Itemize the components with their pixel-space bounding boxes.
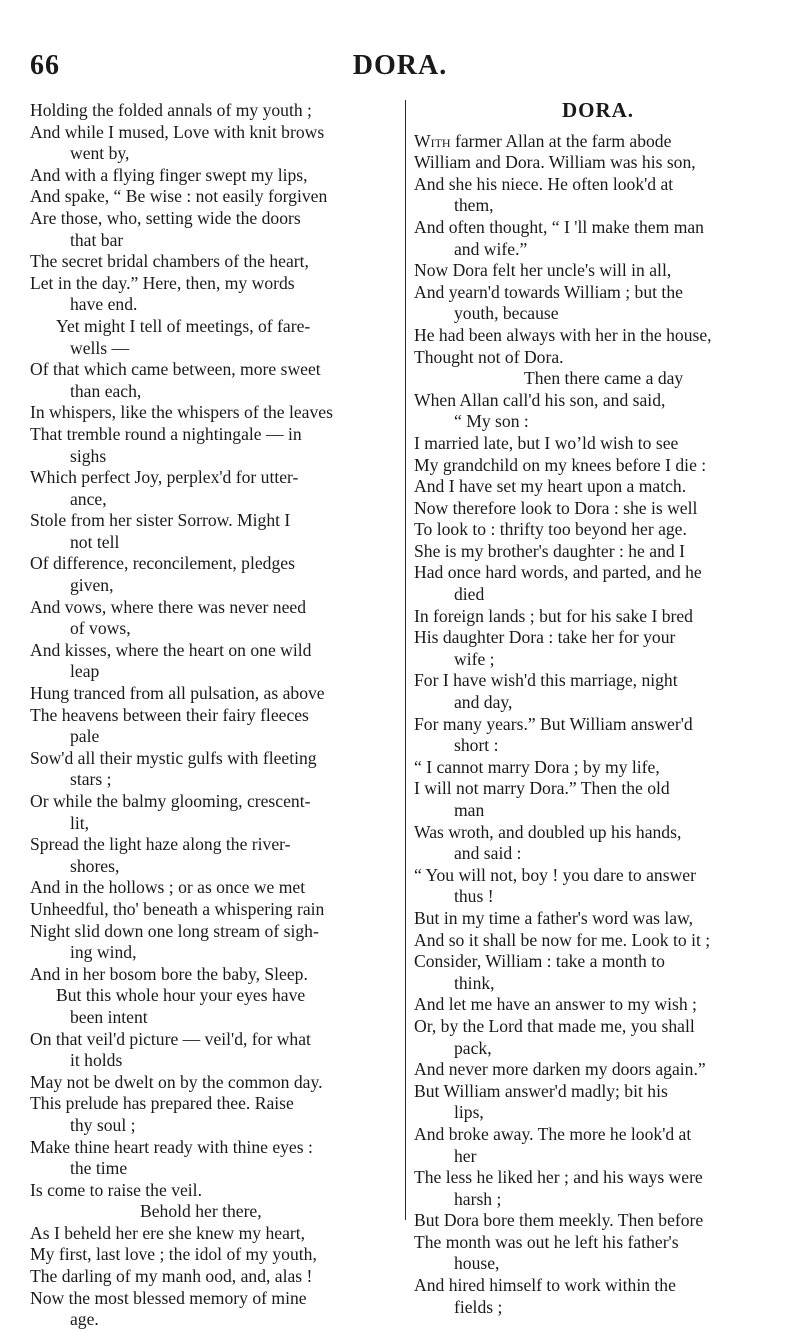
verse-line: And hired himself to work within the (414, 1275, 676, 1296)
verse-line: And vows, where there was never need (30, 596, 307, 617)
verse-line: The month was out he left his father's (414, 1231, 679, 1252)
verse-line: ance, (70, 488, 107, 509)
verse-line: fields ; (454, 1296, 503, 1317)
verse-line: pack, (454, 1037, 492, 1058)
verse-line: Then there came a day (524, 368, 684, 389)
verse-line: wife ; (454, 648, 495, 669)
verse-line: sighs (70, 445, 107, 466)
verse-line: Night slid down one long stream of sigh- (30, 920, 319, 941)
column-divider (405, 100, 406, 1220)
verse-line: given, (70, 575, 114, 596)
verse-line: But in my time a father's word was law, (414, 907, 694, 928)
verse-line: stars ; (70, 769, 112, 790)
running-head: DORA. (352, 50, 448, 81)
verse-line: shores, (70, 855, 120, 876)
verse-line: the time (70, 1158, 128, 1179)
verse-line: Hung tranced from all pulsation, as above (30, 683, 325, 704)
verse-line: That tremble round a nightingale — in (30, 423, 302, 444)
verse-line: “ I cannot marry Dora ; by my life, (414, 756, 660, 777)
verse-line: I married late, but I wo’ld wish to see (414, 432, 679, 453)
verse-line: Behold her there, (140, 1201, 262, 1222)
verse-line: age. (70, 1309, 99, 1330)
verse-line: Unheedful, tho' beneath a whispering rain (30, 898, 325, 919)
verse-line: went by, (70, 143, 130, 164)
verse-line: The darling of my manh ood, and, alas ! (30, 1266, 313, 1287)
verse-line: Spread the light haze along the river- (30, 834, 291, 855)
verse-line: thus ! (454, 886, 494, 907)
verse-line: Now Dora felt her uncle's will in all, (414, 260, 672, 281)
verse-line: harsh ; (454, 1188, 502, 1209)
verse-line: have end. (70, 294, 138, 315)
page-number: 66 (30, 50, 60, 81)
verse-line: The less he liked her ; and his ways were (414, 1167, 703, 1188)
verse-line: And with a flying finger swept my lips, (30, 164, 308, 185)
page-header (30, 50, 770, 86)
verse-line: “ You will not, boy ! you dare to answer (414, 864, 696, 885)
verse-line: Of that which came between, more sweet (30, 359, 321, 380)
verse-line: her (454, 1145, 477, 1166)
verse-line: And I have set my heart upon a match. (414, 476, 687, 497)
verse-line: In whispers, like the whispers of the leaves (30, 402, 333, 423)
verse-line: Or, by the Lord that made me, you shall (414, 1015, 695, 1036)
verse-line: Is come to raise the veil. (30, 1179, 202, 1200)
verse-line: Thought not of Dora. (414, 346, 564, 367)
verse-line: Which perfect Joy, perplex'd for utter- (30, 467, 299, 488)
verse-line: “ My son : (454, 411, 529, 432)
verse-line: He had been always with her in the house, (414, 324, 712, 345)
verse-line: wells — (70, 337, 130, 358)
verse-line: short : (454, 735, 499, 756)
verse-line: With farmer Allan at the farm abode (414, 130, 672, 151)
verse-line: Sow'd all their mystic gulfs with fleeting (30, 747, 317, 768)
opening-word: With (414, 130, 451, 151)
verse-line: it holds (70, 1050, 123, 1071)
verse-line: Now therefore look to Dora : she is well (414, 497, 698, 518)
verse-line: Make thine heart ready with thine eyes : (30, 1136, 313, 1157)
poem-title: DORA. (561, 98, 635, 122)
verse-line: been intent (70, 1006, 148, 1027)
left-column (30, 100, 398, 1331)
verse-line: And kisses, where the heart on one wild (30, 639, 312, 660)
verse-line: His daughter Dora : take her for your (414, 627, 676, 648)
verse-line: But this whole hour your eyes have (56, 985, 306, 1006)
verse-line: house, (454, 1253, 500, 1274)
verse-line: Stole from her sister Sorrow. Might I (30, 510, 291, 531)
verse-line: And so it shall be now for me. Look to it ; (414, 929, 711, 950)
verse-line: When Allan call'd his son, and said, (414, 389, 666, 410)
verse-line: pale (70, 726, 100, 747)
verse-line: On that veil'd picture — veil'd, for what (30, 1028, 311, 1049)
verse-line: My grandchild on my knees before I die : (414, 454, 707, 475)
verse-line: of vows, (70, 618, 131, 639)
verse-line: And while I mused, Love with knit brows (30, 121, 325, 142)
verse-line: Or while the balmy glooming, crescent- (30, 791, 311, 811)
verse-line: think, (454, 972, 495, 993)
verse-line: She is my brother's daughter : he and I (414, 540, 685, 561)
verse-line: Of difference, reconcilement, pledges (30, 553, 295, 574)
verse-line: And yearn'd towards William ; but the (414, 281, 683, 302)
verse-line: not tell (70, 531, 120, 552)
verse-line: Holding the folded annals of my youth ; (30, 100, 312, 120)
verse-line: William and Dora. William was his son, (414, 152, 696, 173)
verse-line: that bar (70, 229, 124, 250)
verse-line: And broke away. The more he look'd at (414, 1123, 692, 1144)
verse-line: May not be dwelt on by the common day. (30, 1071, 323, 1092)
right-column (414, 100, 782, 1318)
verse-line: To look to : thrifty too beyond her age. (414, 519, 687, 540)
verse-line: This prelude has prepared thee. Raise (30, 1093, 294, 1114)
verse-line: Was wroth, and doubled up his hands, (414, 821, 682, 842)
verse-line: them, (454, 195, 494, 216)
verse-line: and wife.” (454, 238, 528, 259)
verse-line: And let me have an answer to my wish ; (414, 994, 697, 1015)
verse-line: And in the hollows ; or as once we met (30, 877, 306, 898)
verse-line: Yet might I tell of meetings, of fare- (56, 315, 311, 336)
verse-line: leap (70, 661, 100, 682)
verse-line: lips, (454, 1102, 484, 1123)
verse-line: And in her bosom bore the baby, Sleep. (30, 963, 308, 984)
verse-line: youth, because (454, 303, 559, 324)
verse-line: My first, last love ; the idol of my youth, (30, 1244, 317, 1265)
verse-line: man (454, 800, 485, 820)
verse-line: and said : (454, 843, 522, 864)
verse-line: Are those, who, setting wide the doors (30, 207, 301, 228)
verse-line: In foreign lands ; but for his sake I bred (414, 605, 693, 626)
verse-line: Let in the day.” Here, then, my words (30, 272, 295, 293)
verse-line: Had once hard words, and parted, and he (414, 562, 702, 583)
verse-line: For many years.” But William answer'd (414, 713, 693, 734)
verse-line: Now the most blessed memory of mine (30, 1287, 307, 1308)
verse-line: thy soul ; (70, 1114, 136, 1135)
verse-line: lit, (70, 812, 90, 833)
verse-line: But William answer'd madly; bit his (414, 1080, 668, 1101)
verse-line: I will not marry Dora.” Then the old (414, 778, 670, 799)
verse-line: But Dora bore them meekly. Then before (414, 1210, 704, 1231)
verse-line: and day, (454, 692, 513, 713)
verse-line: Consider, William : take a month to (414, 951, 665, 972)
verse-line: ing wind, (70, 942, 137, 963)
verse-line: As I beheld her ere she knew my heart, (30, 1222, 306, 1243)
verse-line: And never more darken my doors again.” (414, 1059, 706, 1080)
verse-line: For I have wish'd this marriage, night (414, 670, 678, 691)
verse-line: And spake, “ Be wise : not easily forgiven (30, 186, 328, 207)
verse-line: The secret bridal chambers of the heart, (30, 251, 309, 272)
verse-line: And she his niece. He often look'd at (414, 173, 674, 194)
verse-line: And often thought, “ I 'll make them man (414, 216, 704, 237)
verse-line: died (454, 584, 485, 605)
verse-line: than each, (70, 380, 142, 401)
verse-line: The heavens between their fairy fleeces (30, 704, 309, 725)
